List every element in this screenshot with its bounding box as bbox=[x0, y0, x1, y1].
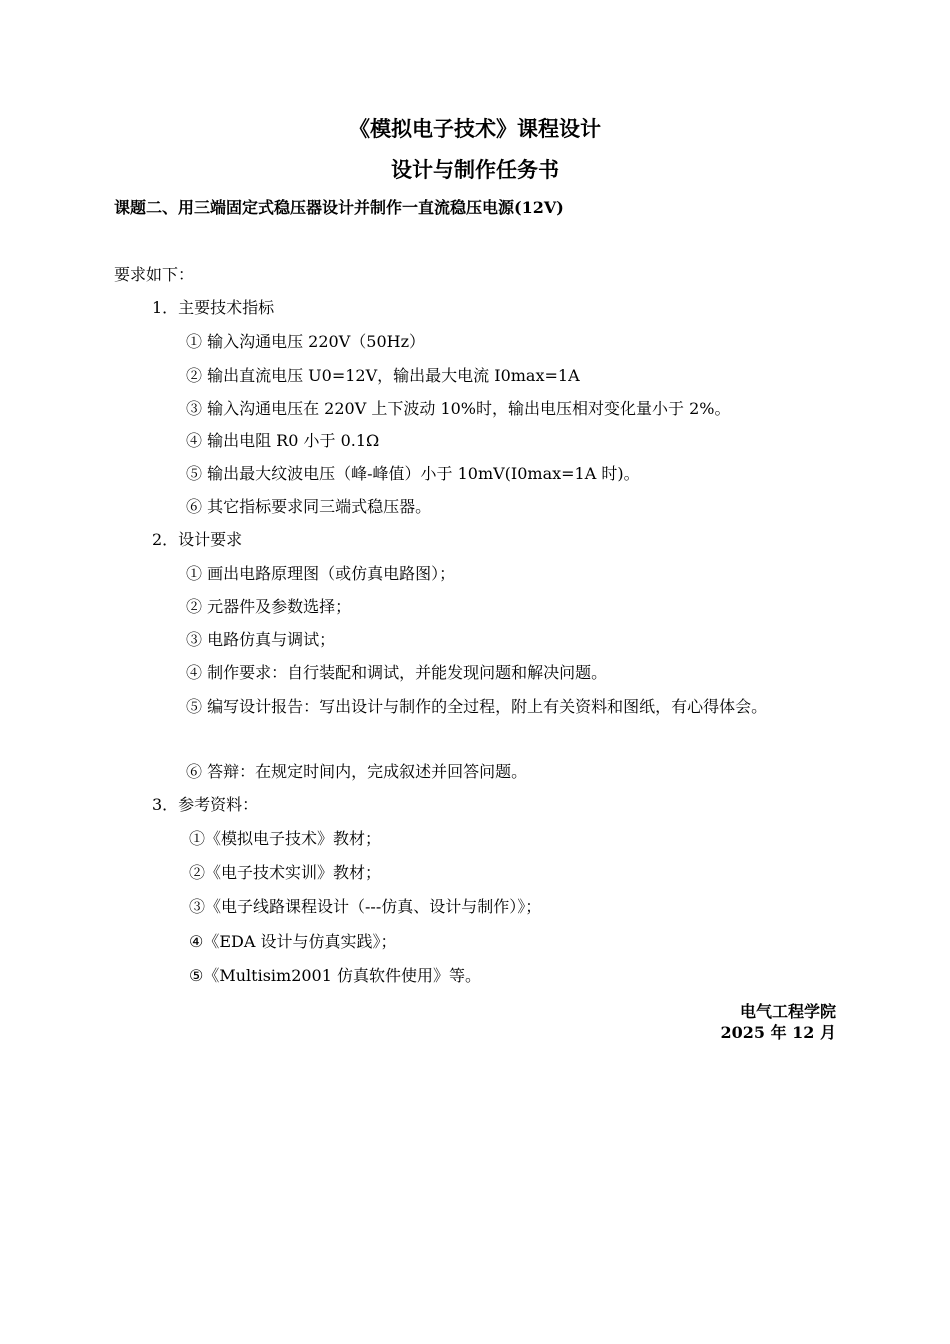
footer-date: 2025 年 12 月 bbox=[720, 1023, 836, 1042]
topic-heading: 课题二、用三端固定式稳压器设计并制作一直流稳压电源(12V) bbox=[114, 198, 564, 217]
section-heading-references: 3．参考资料： bbox=[152, 795, 259, 814]
design-item: ③ 电路仿真与调试； bbox=[186, 630, 336, 649]
reference-item: ③《电子线路课程设计（---仿真、设计与制作）》； bbox=[189, 897, 542, 916]
design-item: ① 画出电路原理图（或仿真电路图）； bbox=[186, 564, 456, 583]
spec-item: ⑥ 其它指标要求同三端式稳压器。 bbox=[186, 497, 432, 516]
spec-item: ② 输出直流电压 U0=12V，输出最大电流 I0max=1A bbox=[186, 366, 580, 385]
reference-item: ⑤《Multisim2001 仿真软件使用》等。 bbox=[189, 966, 482, 985]
footer-organization: 电气工程学院 bbox=[739, 1002, 836, 1021]
spec-item: ⑤ 输出最大纹波电压（峰-峰值）小于 10mV(I0max=1A 时)。 bbox=[186, 464, 640, 483]
design-item: ② 元器件及参数选择； bbox=[186, 597, 352, 616]
requirements-intro: 要求如下： bbox=[114, 265, 195, 284]
design-item: ⑤ 编写设计报告：写出设计与制作的全过程，附上有关资料和图纸，有心得体会。 bbox=[186, 697, 768, 716]
reference-item: ④《EDA 设计与仿真实践》； bbox=[189, 932, 397, 951]
spec-item: ③ 输入沟通电压在 220V 上下波动 10%时，输出电压相对变化量小于 2%。 bbox=[186, 399, 731, 418]
reference-item: ②《电子技术实训》教材； bbox=[189, 863, 382, 882]
spec-item: ① 输入沟通电压 220V（50Hz） bbox=[186, 332, 426, 351]
section-heading-design: 2．设计要求 bbox=[152, 530, 243, 549]
section-heading-specs: 1．主要技术指标 bbox=[152, 298, 275, 317]
document-title: 《模拟电子技术》课程设计 bbox=[349, 116, 601, 141]
design-item: ④ 制作要求：自行装配和调试，并能发现问题和解决问题。 bbox=[186, 663, 608, 682]
spec-item: ④ 输出电阻 R0 小于 0.1Ω bbox=[186, 431, 380, 450]
document-subtitle: 设计与制作任务书 bbox=[391, 157, 559, 182]
reference-item: ①《模拟电子技术》教材； bbox=[189, 829, 382, 848]
design-item: ⑥ 答辩：在规定时间内，完成叙述并回答问题。 bbox=[186, 762, 528, 781]
